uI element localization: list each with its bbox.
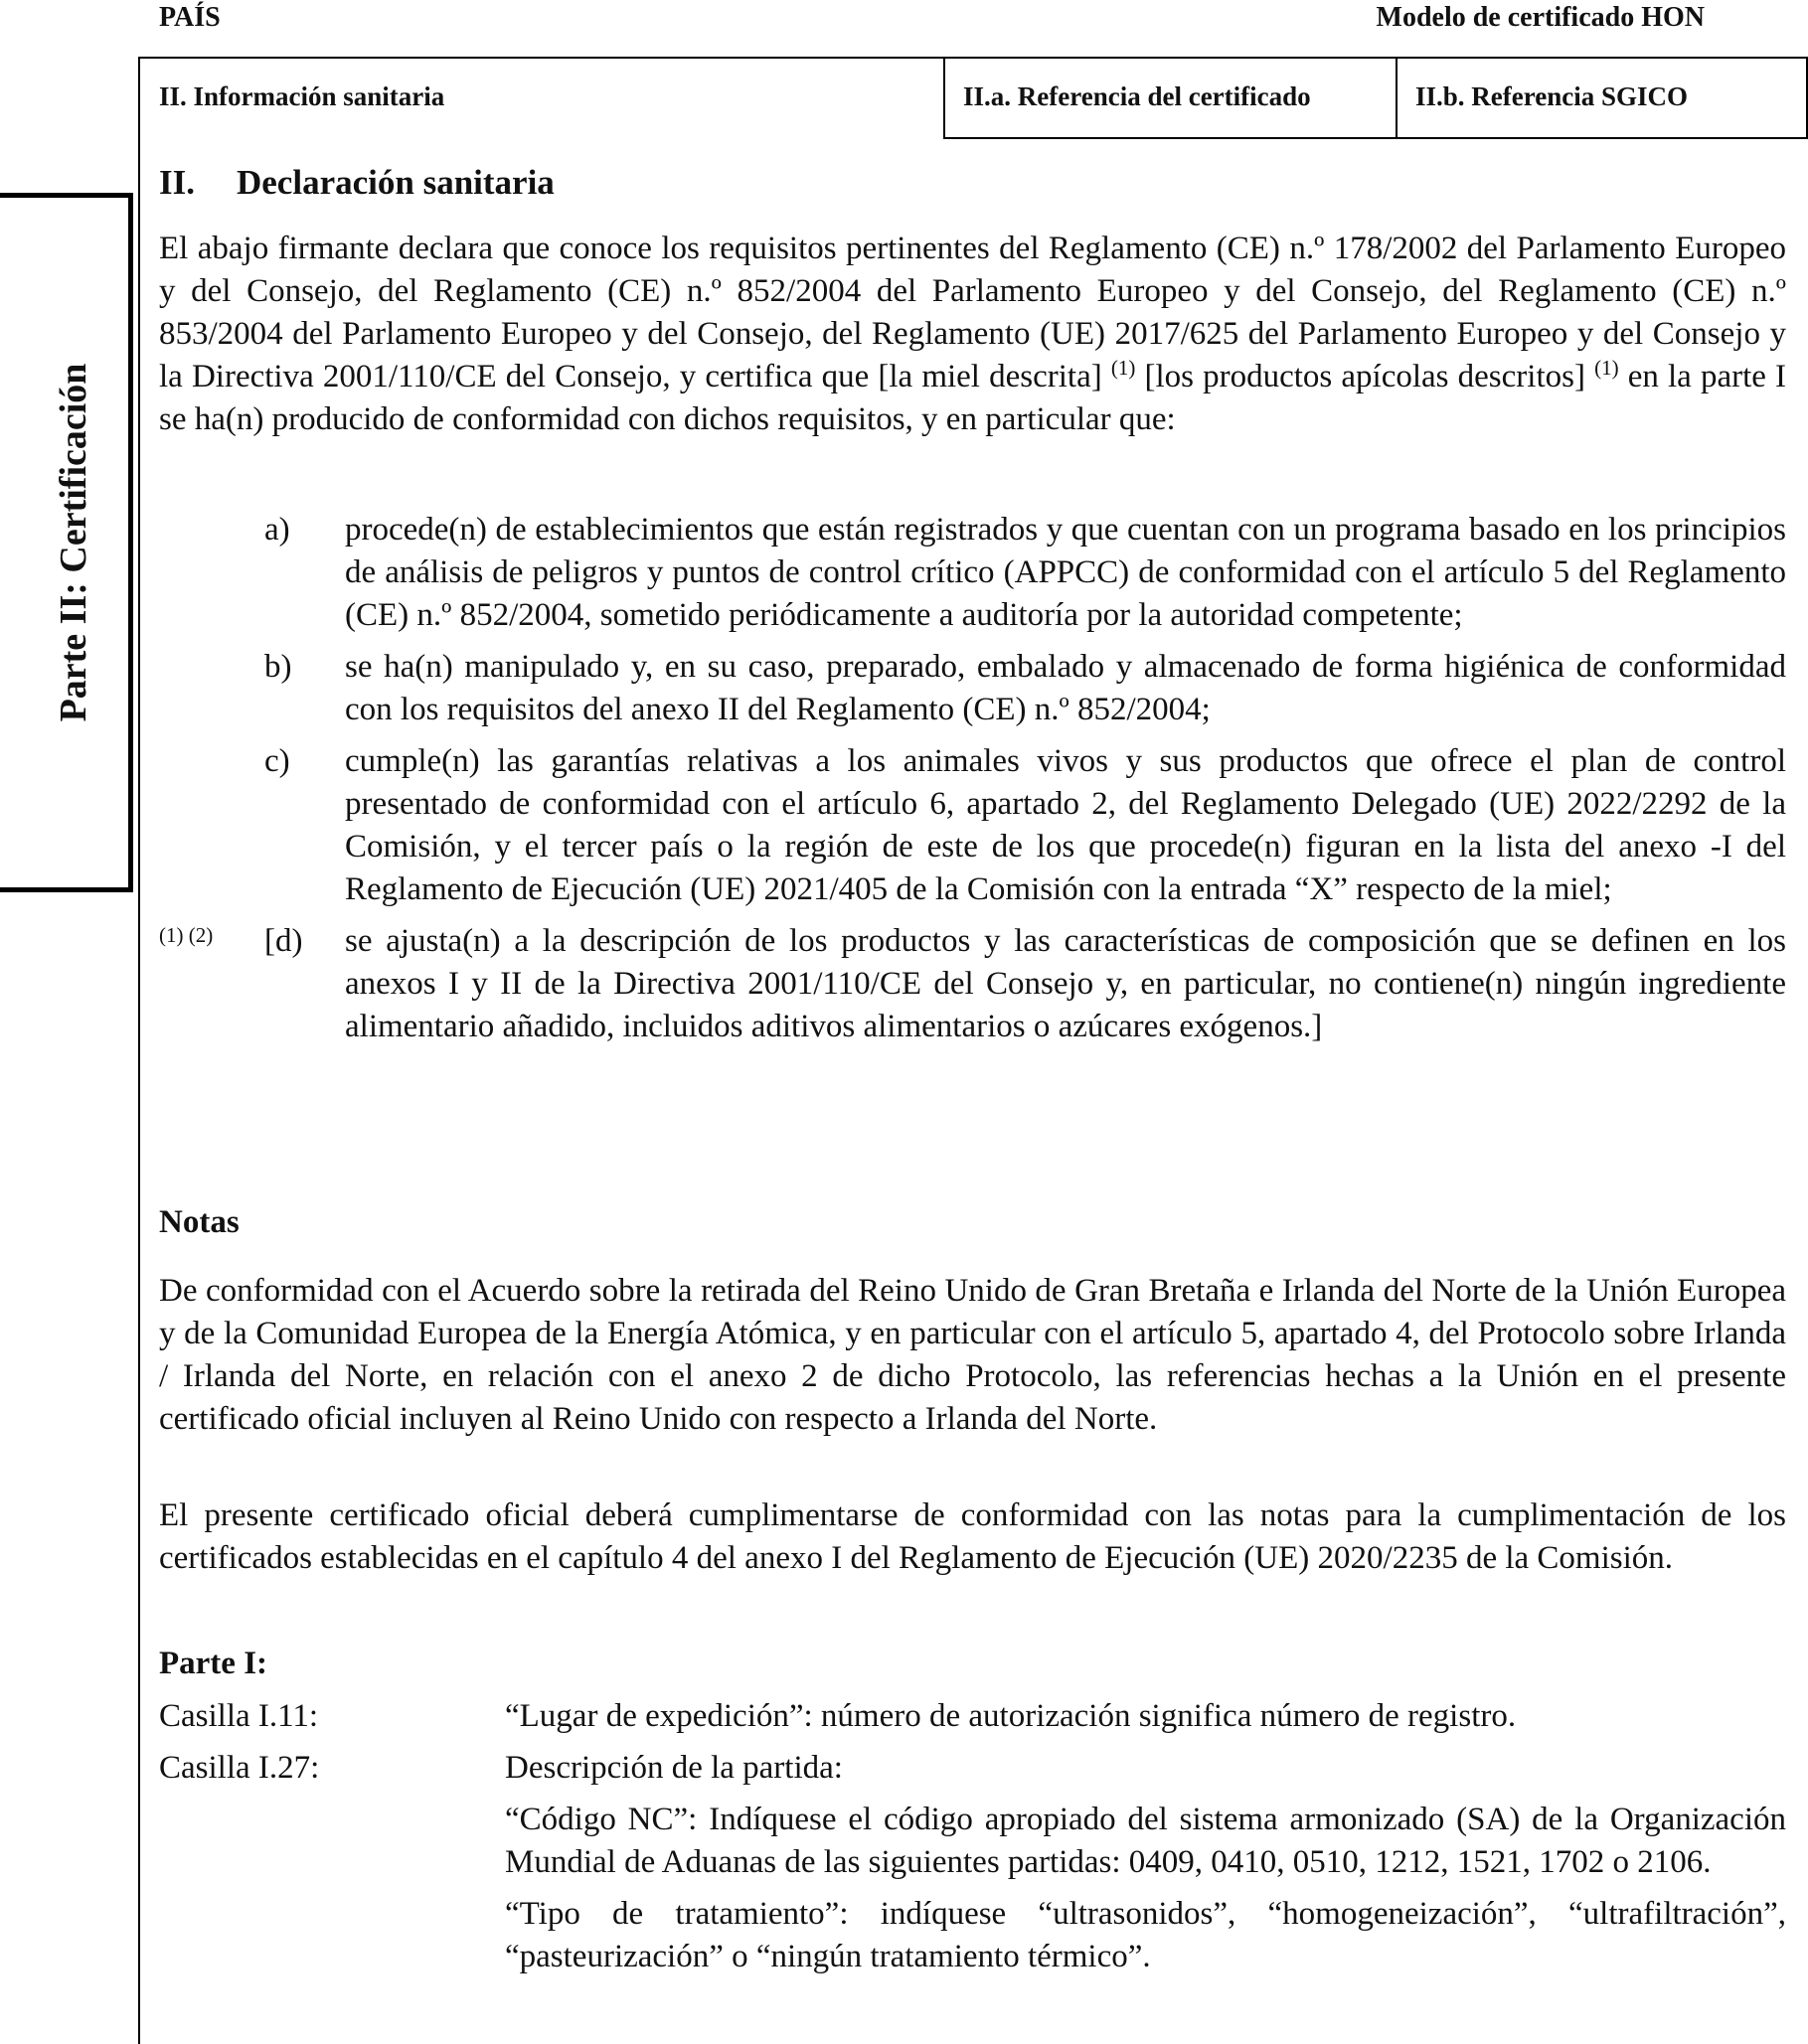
health-information-cell: II. Información sanitaria [159, 81, 445, 111]
box-label: Casilla I.11: [159, 1698, 319, 1734]
box-label: Casilla I.27: [159, 1750, 320, 1786]
section-title [159, 163, 555, 203]
item-footnote [159, 646, 264, 731]
certificate-reference-cell: II.a. Referencia del certificado [963, 81, 1311, 111]
list-item [159, 740, 1786, 911]
section-title-text: Declaración sanitaria [237, 163, 555, 202]
part1-row [159, 1695, 1786, 1738]
intro-part-2: [los productos apícolas descritos] [1144, 359, 1585, 394]
footnote-marker: (1) [1110, 356, 1136, 380]
item-text: procede(n) de establecimientos que están registrados y que cuentan con un programa basado en los principios de análisis de peligros y puntos de control crítico (APPCC) de conformidad con el artículo 5 del Reglamento (CE) n.º 852/2004, sometido periódicamente a auditoría por la autoridad competente; [345, 512, 1786, 633]
notes-paragraph: De conformidad con el Acuerdo sobre la retirada del Reino Unido de Gran Bretaña e Irlanda del Norte de la Unión Europea y de la Comunidad Europea de la Energía Atómica, y en particular con el artículo 5, apartado 4, del Protocolo sobre Irlanda / Irlanda del Norte, en relación con el anexo 2 de dicho Protocolo, las referencias hechas a la Unión en el presente certificado oficial incluyen al Reino Unido con respecto a Irlanda del Norte. [159, 1273, 1786, 1437]
certificate-model-label: Modelo de certificado HON [1376, 2, 1705, 33]
intro-part-1: El abajo firmante declara que conoce los requisitos pertinentes del Reglamento (CE) n.º 178/2002 del Parlamento Europeo y del Consejo, del Reglamento (CE) n.º 852/2004 del Parlamento Europeo y del Consejo, del Reglamento (CE) n.º 853/2004 del Parlamento Europeo y del Consejo, del Reglamento (UE) 2017/625 del Parlamento Europeo y del Consejo y la Directiva 2001/110/CE del Consejo, y certifica que [la miel descrita] [159, 231, 1786, 394]
header-bottom-border [944, 137, 1808, 139]
part1-notes [159, 1695, 1786, 1987]
requirements-list [159, 509, 1786, 1057]
imsoc-reference-cell: II.b. Referencia SGICO [1415, 81, 1688, 111]
part1-heading: Parte I: [159, 1646, 268, 1681]
header-divider [943, 57, 945, 139]
item-footnote [159, 509, 264, 637]
item-text: cumple(n) las garantías relativas a los animales vivos y sus productos que ofrece el plan de control presentado de conformidad con el artículo 6, apartado 2, del Reglamento Delegado (UE) 2022/2292 de la Comisión, y el tercer país o la región de este de los que procede(n) figuran en la lista del anexo -I del Reglamento de Ejecución (UE) 2021/405 de la Comisión con la entrada “X” respecto de la miel; [345, 743, 1786, 907]
item-letter: [d) [264, 923, 303, 959]
item-footnote [159, 740, 264, 911]
item-text: se ajusta(n) a la descripción de los productos y las características de composición que se definen en los anexos I y II de la Directiva 2001/110/CE del Consejo y, en particular, no contiene(n) ningún ingrediente alimentario añadido, incluidos aditivos alimentarios o azúcares exógenos.] [345, 923, 1786, 1044]
frame-top-border [138, 57, 1808, 59]
section-number: II. [159, 163, 195, 202]
box-note: “Lugar de expedición”: número de autorización significa número de registro. [505, 1698, 1517, 1734]
side-label: Parte II: Certificación [53, 363, 94, 722]
header-divider [1396, 57, 1397, 139]
part1-row [159, 1893, 1786, 1978]
list-item [159, 646, 1786, 731]
declaration-intro [159, 228, 1786, 441]
footnote-marker: (1) [1594, 356, 1619, 380]
list-item [159, 920, 1786, 1048]
box-label [159, 1893, 505, 1978]
intro-part-3: en la parte I se ha(n) producido de conformidad con dichos requisitos, y en particular que: [159, 359, 1787, 437]
box-note: Descripción de la partida: [505, 1750, 843, 1786]
item-footnote: (1) (2) [159, 923, 214, 947]
notes-paragraph: El presente certificado oficial deberá cumplimentarse de conformidad con las notas para la cumplimentación de los certificados establecidas en el capítulo 4 del anexo I del Reglamento de Ejecución (UE) 2020/2235 de la Comisión. [159, 1497, 1786, 1576]
item-letter: b) [264, 649, 292, 685]
item-letter: c) [264, 743, 290, 779]
country-label: PAÍS [159, 2, 221, 33]
notes-heading: Notas [159, 1204, 240, 1240]
list-item [159, 509, 1786, 637]
box-note: “Código NC”: Indíquese el código apropiado del sistema armonizado (SA) de la Organización Mundial de Aduanas de las siguientes partidas: 0409, 0410, 0510, 1212, 1521, 1702 o 2106. [505, 1802, 1786, 1880]
box-note: “Tipo de tratamiento”: indíquese “ultrasonidos”, “homogeneización”, “ultrafiltración”, “pasteurización” o “ningún tratamiento térmico”. [505, 1896, 1786, 1974]
item-text: se ha(n) manipulado y, en su caso, preparado, embalado y almacenado de forma higiénica de conformidad con los requisitos del anexo II del Reglamento (CE) n.º 852/2004; [345, 649, 1786, 727]
item-letter: a) [264, 512, 290, 548]
part1-row [159, 1747, 1786, 1790]
box-label [159, 1799, 505, 1884]
part1-row [159, 1799, 1786, 1884]
frame-left-border [138, 57, 140, 2044]
